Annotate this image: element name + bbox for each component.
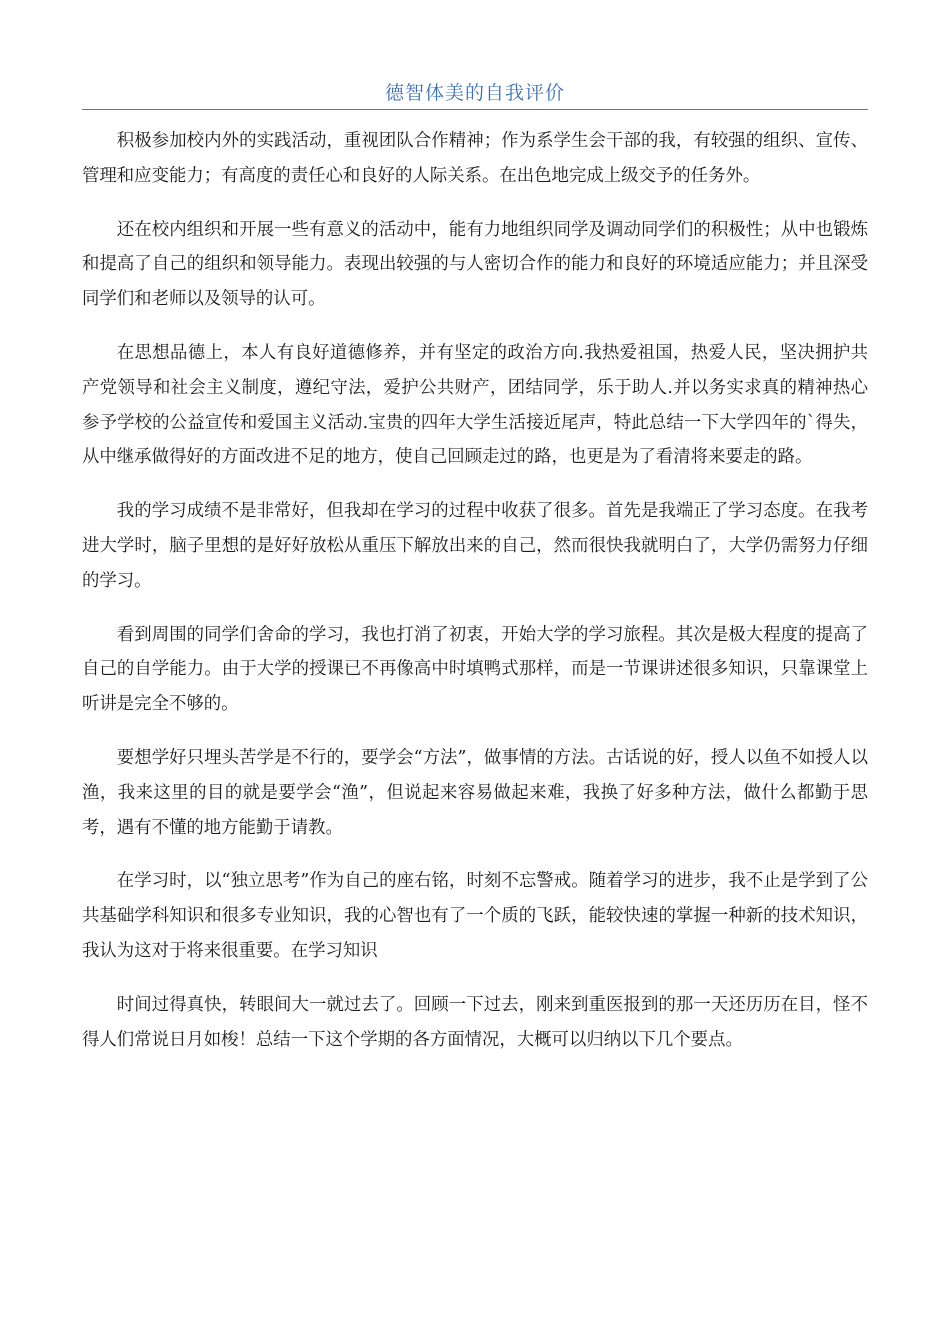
paragraph-5: 看到周围的同学们舍命的学习，我也打消了初衷，开始大学的学习旅程。其次是极大程度的提高了自己的自学能力。由于大学的授课已不再像高中时填鸭式那样，而是一节课讲述很多知识，只靠课堂上听讲是完全不够的。 xyxy=(82,624,868,715)
document-page xyxy=(82,78,868,1076)
paragraph-1: 积极参加校内外的实践活动，重视团队合作精神；作为系学生会干部的我，有较强的组织、宣传、管理和应变能力；有高度的责任心和良好的人际关系。在出色地完成上级交予的任务外。 xyxy=(82,131,868,186)
paragraph-6: 要想学好只埋头苦学是不行的，要学会“方法”，做事情的方法。古话说的好，授人以鱼不如授人以渔，我来这里的目的就是要学会“渔”，但说起来容易做起来难，我换了好多种方法，做什么都勤于思考，遇有不懂的地方能勤于请教。 xyxy=(82,747,868,838)
document-body xyxy=(82,124,868,1057)
page-header-title: 德智体美的自我评价 xyxy=(82,78,868,110)
paragraph-3: 在思想品德上，本人有良好道德修养，并有坚定的政治方向.我热爱祖国，热爱人民，坚决拥护共产党领导和社会主义制度，遵纪守法，爱护公共财产，团结同学，乐于助人.并以务实求真的精神热心参予学校的公益宣传和爱国主义活动.宝贵的四年大学生活接近尾声，特此总结一下大学四年的`得失，从中继承做得好的方面改进不足的地方，使自己回顾走过的路，也更是为了看清将来要走的路。 xyxy=(82,342,868,468)
paragraph-2: 还在校内组织和开展一些有意义的活动中，能有力地组织同学及调动同学们的积极性；从中也锻炼和提高了自己的组织和领导能力。表现出较强的与人密切合作的能力和良好的环境适应能力；并且深受同学们和老师以及领导的认可。 xyxy=(82,219,868,310)
paragraph-4: 我的学习成绩不是非常好，但我却在学习的过程中收获了很多。首先是我端正了学习态度。在我考进大学时，脑子里想的是好好放松从重压下解放出来的自己，然而很快我就明白了，大学仍需努力仔细的学习。 xyxy=(82,501,868,591)
paragraph-7: 在学习时，以“独立思考”作为自己的座右铭，时刻不忘警戒。随着学习的进步，我不止是学到了公共基础学科知识和很多专业知识，我的心智也有了一个质的飞跃，能较快速的掌握一种新的技术知识，我认为这对于将来很重要。在学习知识 xyxy=(82,871,868,961)
paragraph-8: 时间过得真快，转眼间大一就过去了。回顾一下过去，刚来到重医报到的那一天还历历在目，怪不得人们常说日月如梭！总结一下这个学期的各方面情况，大概可以归纳以下几个要点。 xyxy=(82,994,868,1050)
